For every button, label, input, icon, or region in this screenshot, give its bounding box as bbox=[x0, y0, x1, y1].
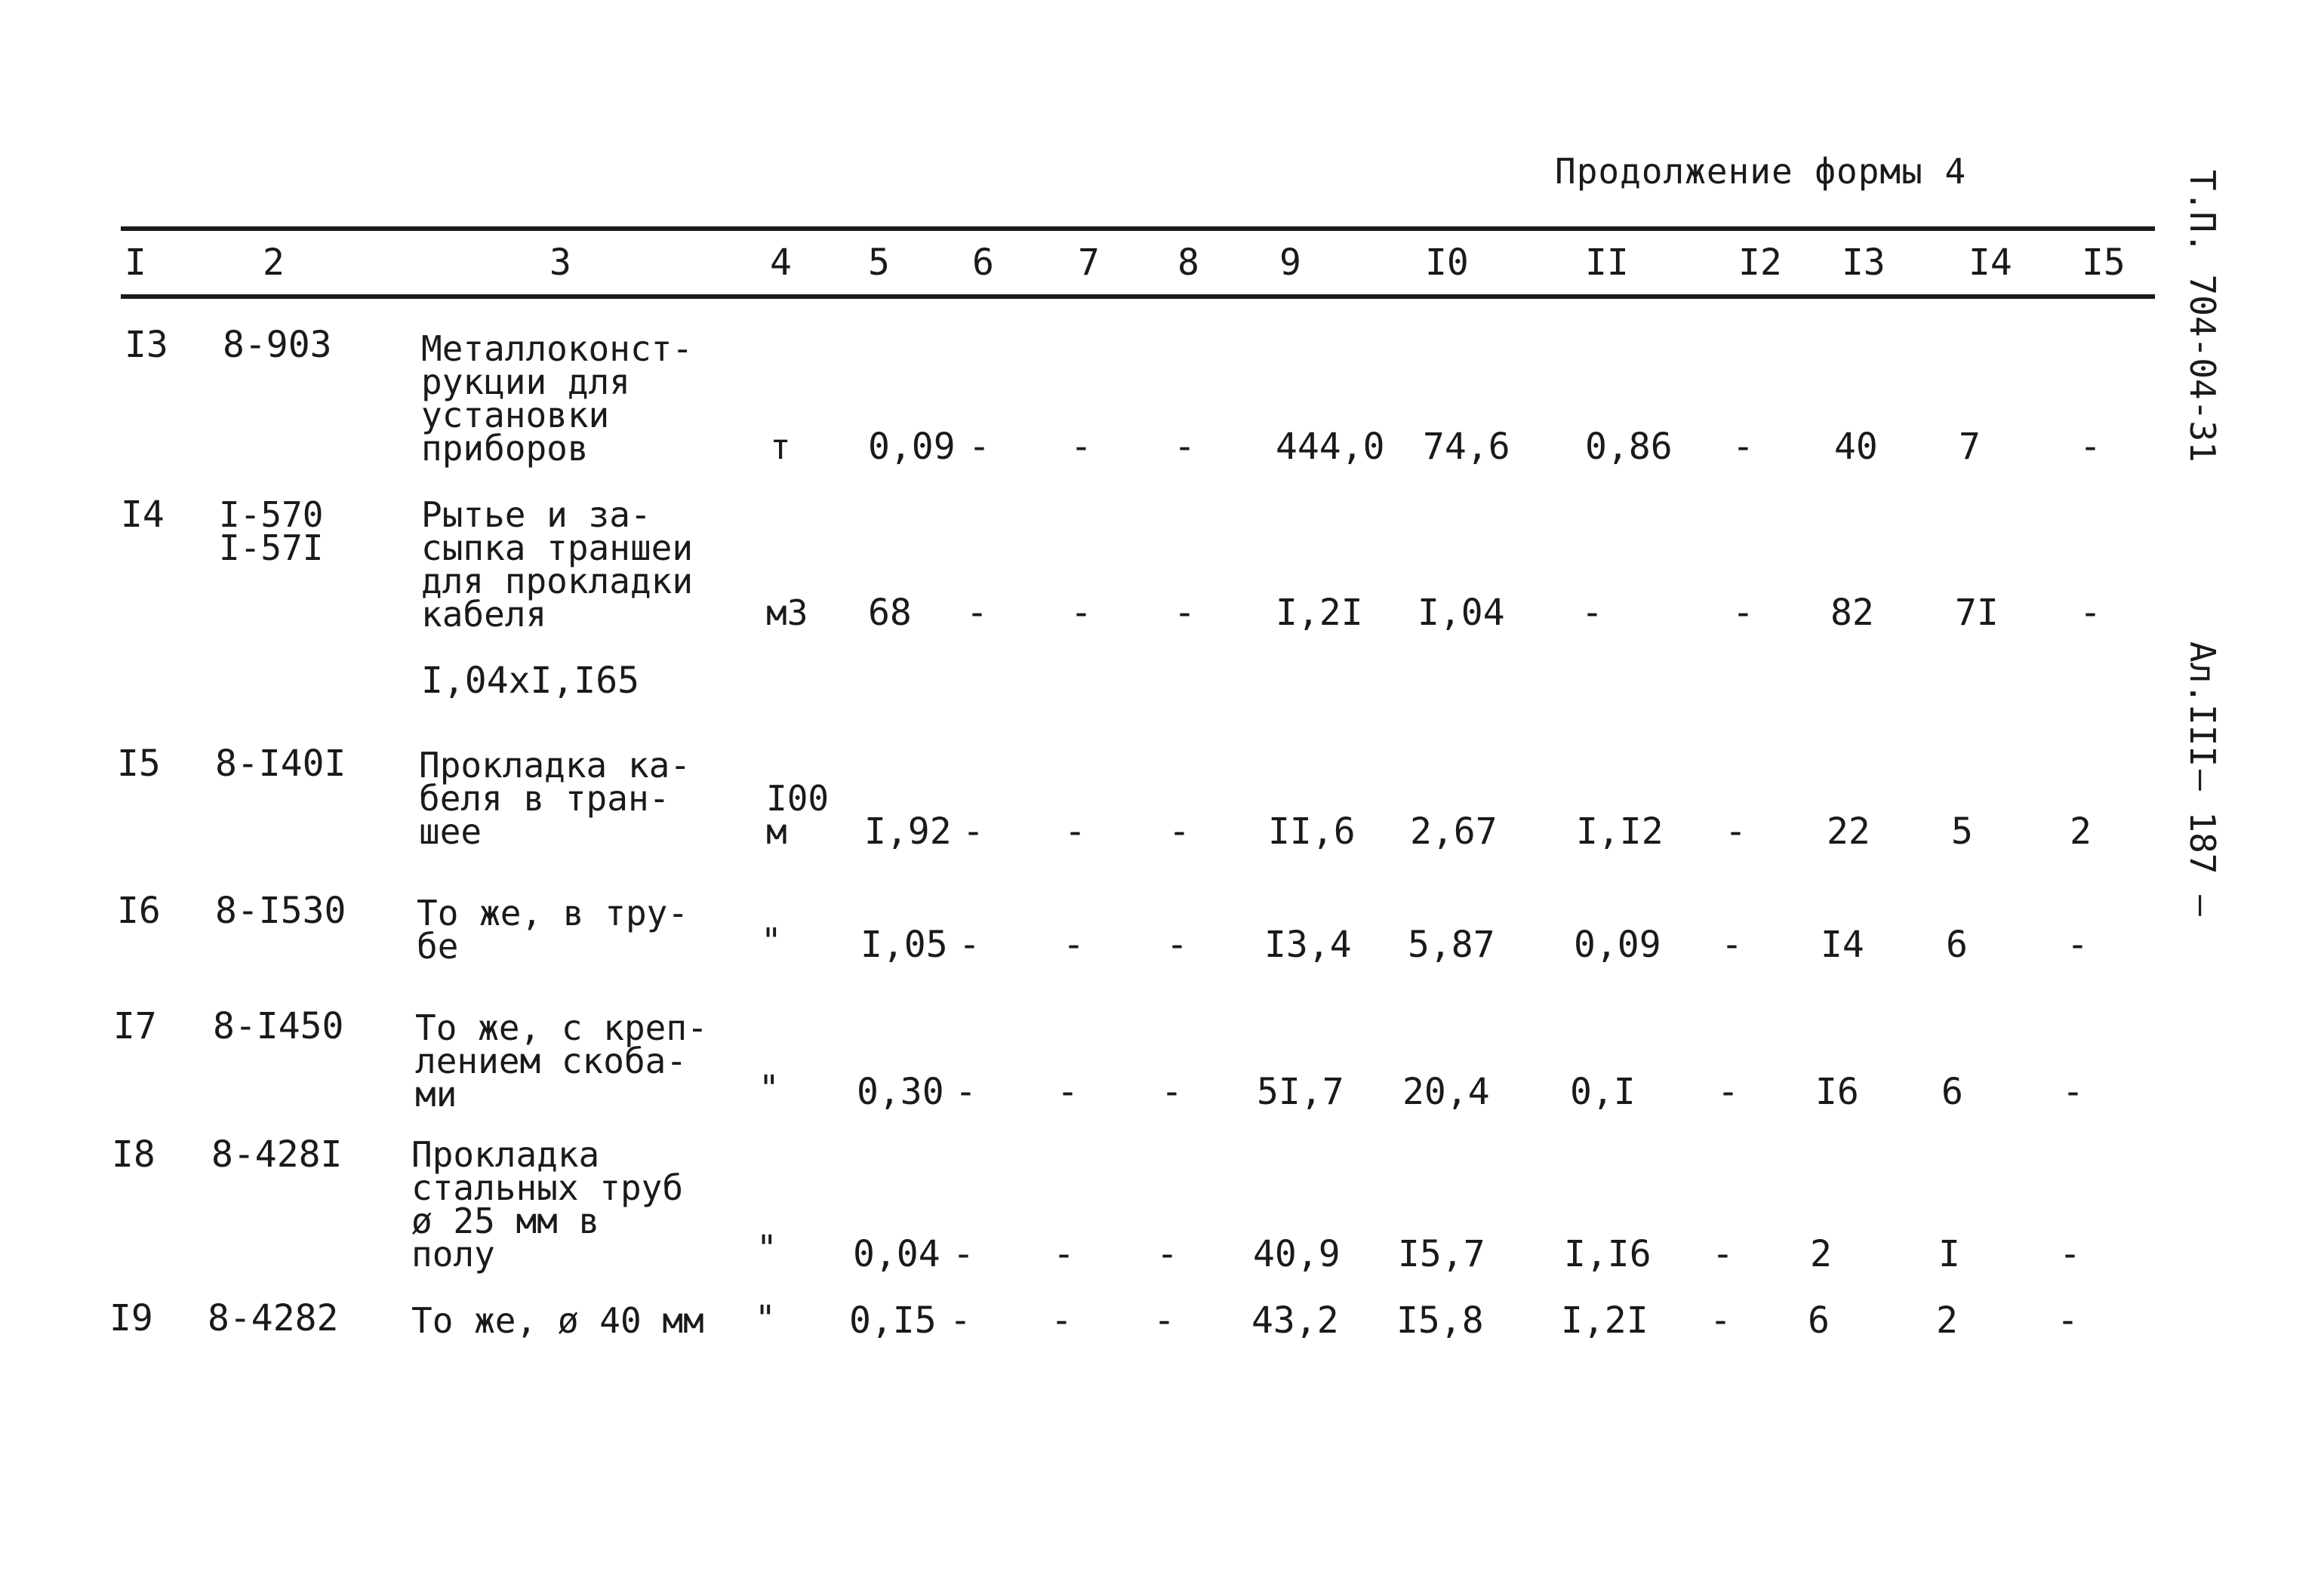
column-header-6: 6 bbox=[972, 241, 994, 284]
row-number: I4 bbox=[121, 494, 165, 536]
column-header-8: 8 bbox=[1177, 241, 1199, 284]
col-11-value: - bbox=[1581, 592, 1603, 634]
col-7-value: - bbox=[1063, 924, 1085, 966]
col-9-value: 444,0 bbox=[1276, 426, 1385, 468]
column-header-10: I0 bbox=[1425, 241, 1469, 284]
quantity-calculation-note: I,04хI,I65 bbox=[421, 660, 639, 702]
col-12-value: - bbox=[1721, 924, 1743, 966]
col-14-value: I bbox=[1938, 1233, 1960, 1275]
album-label: Ал.III bbox=[2182, 641, 2223, 767]
norm-code: 8-4282 bbox=[208, 1297, 339, 1339]
col-7-value: - bbox=[1070, 592, 1092, 634]
column-header-2: 2 bbox=[263, 241, 285, 284]
col-7-value: - bbox=[1064, 810, 1086, 853]
col-8-value: - bbox=[1174, 426, 1196, 468]
column-header-14: I4 bbox=[1969, 241, 2012, 284]
row-number: I6 bbox=[117, 890, 161, 932]
column-header-5: 5 bbox=[868, 241, 890, 284]
unit-of-measure: " bbox=[759, 1068, 780, 1109]
work-description: То же, с креп- лением скоба- ми bbox=[415, 1007, 708, 1115]
col-14-value: 7I bbox=[1955, 592, 1999, 634]
column-header-3: 3 bbox=[549, 241, 571, 284]
column-header-12: I2 bbox=[1738, 241, 1782, 284]
row-number: I5 bbox=[117, 743, 161, 785]
col-8-value: - bbox=[1153, 1299, 1175, 1342]
col-15-value: - bbox=[2057, 1299, 2079, 1342]
col-15-value: - bbox=[2062, 1071, 2084, 1113]
col-12-value: - bbox=[1710, 1299, 1732, 1342]
row-number: I7 bbox=[113, 1005, 157, 1047]
col-7-value: - bbox=[1070, 426, 1092, 468]
header-bottom-rule bbox=[121, 294, 2155, 299]
col-15-value: - bbox=[2067, 924, 2089, 966]
col-5-value: 68 bbox=[868, 592, 912, 634]
col-5-value: 0,09 bbox=[868, 426, 956, 468]
row-number: I9 bbox=[109, 1297, 153, 1339]
page-number: — 187 — bbox=[2182, 770, 2223, 916]
work-description: Прокладка стальных труб ø 25 мм в полу bbox=[411, 1134, 684, 1275]
col-5-value: I,05 bbox=[860, 924, 948, 966]
col-6-value: - bbox=[959, 924, 980, 966]
col-7-value: - bbox=[1051, 1299, 1073, 1342]
norm-code: 8-I450 bbox=[213, 1005, 344, 1047]
norm-code: I-570 I-57I bbox=[219, 494, 324, 568]
col-6-value: - bbox=[950, 1299, 971, 1342]
col-11-value: 0,09 bbox=[1574, 924, 1661, 966]
col-13-value: 6 bbox=[1808, 1299, 1830, 1342]
col-9-value: 5I,7 bbox=[1257, 1071, 1344, 1113]
unit-of-measure: " bbox=[761, 921, 782, 961]
col-10-value: I5,8 bbox=[1396, 1299, 1484, 1342]
col-13-value: 40 bbox=[1834, 426, 1878, 468]
unit-of-measure: " bbox=[755, 1298, 776, 1339]
col-13-value: I4 bbox=[1821, 924, 1864, 966]
col-10-value: I5,7 bbox=[1398, 1233, 1485, 1275]
col-11-value: 0,I bbox=[1570, 1071, 1636, 1113]
unit-of-measure: " bbox=[756, 1228, 777, 1268]
col-6-value: - bbox=[955, 1071, 977, 1113]
column-header-11: II bbox=[1585, 241, 1629, 284]
col-14-value: 5 bbox=[1951, 810, 1973, 853]
col-13-value: I6 bbox=[1815, 1071, 1859, 1113]
col-14-value: 7 bbox=[1959, 426, 1981, 468]
col-10-value: I,04 bbox=[1418, 592, 1505, 634]
norm-code: 8-903 bbox=[223, 324, 332, 366]
unit-of-measure: м3 bbox=[766, 592, 808, 633]
col-10-value: 5,87 bbox=[1408, 924, 1495, 966]
norm-code: 8-I40I bbox=[215, 743, 346, 785]
col-9-value: I,2I bbox=[1276, 592, 1363, 634]
unit-of-measure: т bbox=[770, 426, 791, 467]
col-8-value: - bbox=[1156, 1233, 1178, 1275]
col-8-value: - bbox=[1174, 592, 1196, 634]
col-8-value: - bbox=[1168, 810, 1190, 853]
col-12-value: - bbox=[1717, 1071, 1739, 1113]
document-code: Т.П. 704-04-31 bbox=[2182, 170, 2223, 463]
col-11-value: I,I6 bbox=[1564, 1233, 1652, 1275]
col-6-value: - bbox=[968, 426, 990, 468]
col-12-value: - bbox=[1725, 810, 1747, 853]
col-12-value: - bbox=[1732, 592, 1754, 634]
col-14-value: 2 bbox=[1936, 1299, 1958, 1342]
col-12-value: - bbox=[1732, 426, 1754, 468]
col-8-value: - bbox=[1166, 924, 1188, 966]
col-13-value: 82 bbox=[1830, 592, 1874, 634]
col-11-value: I,I2 bbox=[1576, 810, 1664, 853]
table-top-rule bbox=[121, 226, 2155, 231]
col-5-value: 0,04 bbox=[853, 1233, 940, 1275]
norm-code: 8-I530 bbox=[215, 890, 346, 932]
col-15-value: - bbox=[2059, 1233, 2081, 1275]
col-15-value: - bbox=[2079, 592, 2101, 634]
unit-of-measure: I00 м bbox=[766, 778, 830, 852]
col-5-value: 0,30 bbox=[857, 1071, 944, 1113]
column-header-15: I5 bbox=[2082, 241, 2126, 284]
col-15-value: - bbox=[2079, 426, 2101, 468]
col-10-value: 20,4 bbox=[1402, 1071, 1490, 1113]
col-9-value: 43,2 bbox=[1251, 1299, 1339, 1342]
row-number: I8 bbox=[112, 1133, 155, 1176]
page-heading: Продолжение формы 4 bbox=[1555, 151, 1967, 192]
col-15-value: 2 bbox=[2070, 810, 2092, 853]
column-header-4: 4 bbox=[770, 241, 792, 284]
col-5-value: I,92 bbox=[864, 810, 952, 853]
col-11-value: I,2I bbox=[1561, 1299, 1648, 1342]
col-14-value: 6 bbox=[1946, 924, 1968, 966]
col-14-value: 6 bbox=[1941, 1071, 1963, 1113]
col-6-value: - bbox=[953, 1233, 974, 1275]
work-description: Металлоконст- рукции для установки приборов bbox=[421, 328, 694, 469]
col-6-value: - bbox=[966, 592, 988, 634]
col-13-value: 2 bbox=[1810, 1233, 1832, 1275]
col-6-value: - bbox=[962, 810, 984, 853]
col-12-value: - bbox=[1712, 1233, 1734, 1275]
col-7-value: - bbox=[1057, 1071, 1079, 1113]
column-header-9: 9 bbox=[1279, 241, 1301, 284]
col-11-value: 0,86 bbox=[1585, 426, 1673, 468]
col-10-value: 2,67 bbox=[1410, 810, 1498, 853]
column-header-7: 7 bbox=[1078, 241, 1100, 284]
col-8-value: - bbox=[1161, 1071, 1183, 1113]
col-9-value: 40,9 bbox=[1253, 1233, 1341, 1275]
work-description: Рытье и за- сыпка траншеи для прокладки кабеля bbox=[421, 494, 694, 635]
col-10-value: 74,6 bbox=[1423, 426, 1510, 468]
col-9-value: I3,4 bbox=[1264, 924, 1352, 966]
work-description: То же, в тру- бе bbox=[417, 893, 689, 967]
column-header-1: I bbox=[125, 241, 146, 284]
column-header-13: I3 bbox=[1842, 241, 1885, 284]
col-13-value: 22 bbox=[1827, 810, 1870, 853]
work-description: То же, ø 40 мм bbox=[411, 1300, 704, 1341]
col-5-value: 0,I5 bbox=[849, 1299, 937, 1342]
norm-code: 8-428I bbox=[211, 1133, 343, 1176]
col-7-value: - bbox=[1053, 1233, 1075, 1275]
work-description: Прокладка ка- беля в тран- шее bbox=[419, 745, 691, 852]
col-9-value: II,6 bbox=[1268, 810, 1356, 853]
row-number: I3 bbox=[125, 324, 168, 366]
